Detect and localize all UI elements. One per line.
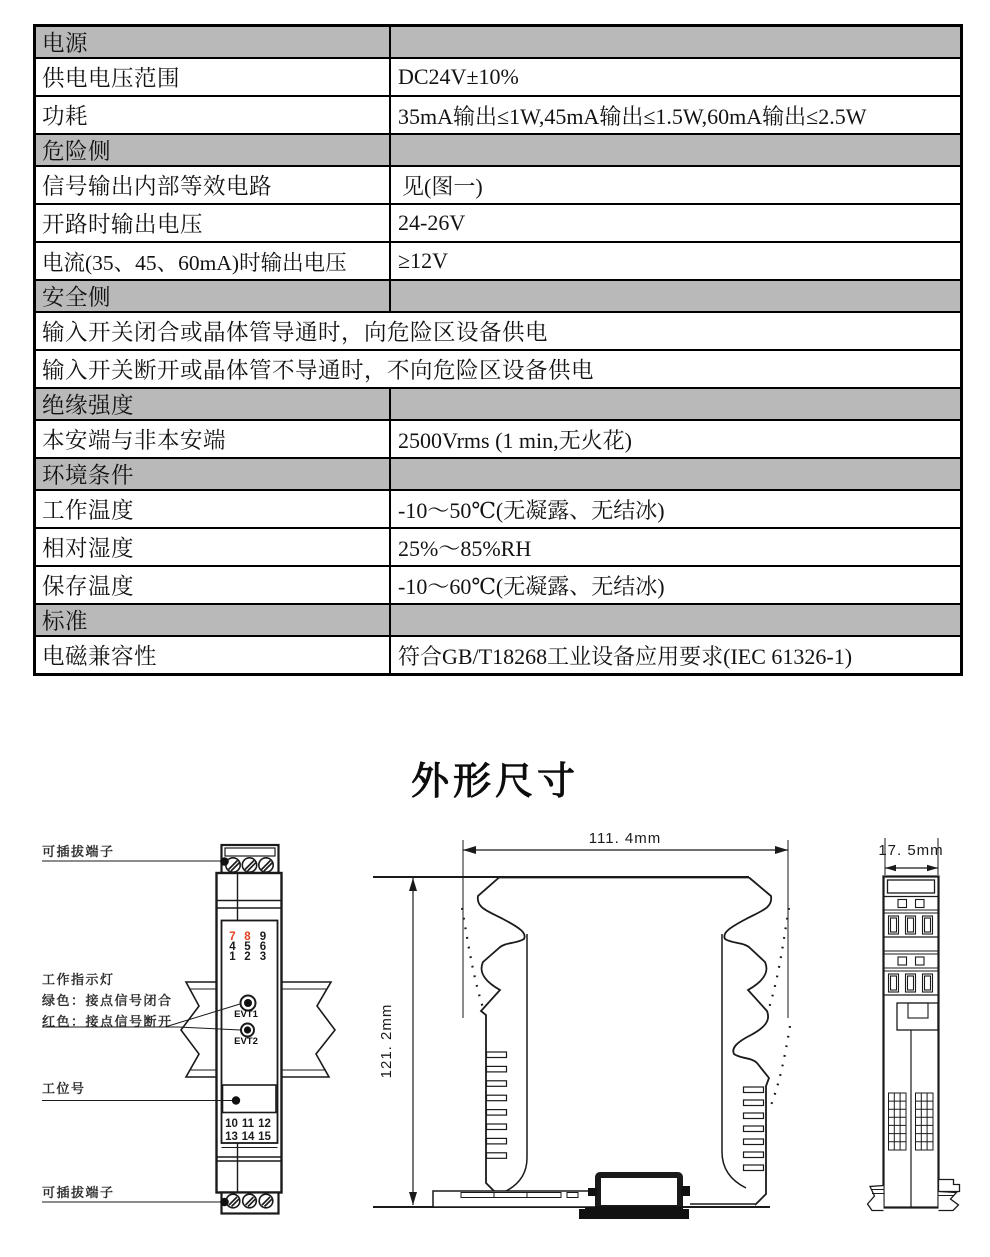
housing-profile [478,878,771,1206]
front-view [42,845,335,1214]
terminal-number: 11 [241,1118,255,1130]
row-value: DC24V±10% [398,64,519,89]
depth-dimension [878,838,943,875]
left-claw-profile [478,878,525,1197]
terminal-number: 8 [244,931,251,943]
row-value: 2500Vrms (1 min,无火花) [398,427,632,453]
row-label: 本安端与非本安端 [36,421,391,457]
terminal-numbers-bottom [225,1118,271,1143]
row-label: 保存温度 [36,567,391,603]
height-dimension [373,877,749,1205]
vent-slots-left [487,1052,507,1158]
row-label: 工作温度 [36,491,391,527]
row-value: 符合GB/T18268工业设备应用要求(IEC 61326-1) [398,643,853,669]
row-label: 相对湿度 [36,529,391,565]
label-pluggable-terminal-bottom: 可插拔端子 [42,1185,115,1200]
terminal-number: 5 [244,941,251,953]
row-label: 供电电压范围 [36,59,391,95]
din-clip [579,1175,690,1219]
row-value: -10～50℃(无凝露、无结冰) [398,497,665,523]
row-label: 电流(35、45、60mA)时输出电压 [36,243,391,279]
section-label: 电源 [36,27,391,57]
row-label: 开路时输出电压 [36,205,391,241]
height-dim-text: 121. 2mm [378,1003,395,1079]
section-label: 安全侧 [36,281,391,311]
row-value: 25%～85%RH [398,535,532,561]
terminal-number: 13 [225,1131,238,1143]
terminal-number: 4 [229,941,236,953]
row-value: 见(图一) [402,173,483,199]
row-value: -10～60℃(无凝露、无结冰) [398,573,665,599]
row-label: 信号输出内部等效电路 [36,167,391,203]
din-rail-right-wing [282,982,336,1077]
section-label: 标准 [36,605,391,635]
outline-dimensions-title: 外形尺寸 [410,761,579,803]
label-pluggable-terminal-top: 可插拔端子 [42,844,115,859]
right-claw-profile [724,878,771,1206]
leader-dot-station [232,1096,240,1104]
section-label: 环境条件 [36,459,391,489]
row-value: 35mA输出≤1W,45mA输出≤1.5W,60mA输出≤2.5W [398,103,867,129]
leader-dot-bottom-terminal [220,1198,229,1207]
row-label: 功耗 [36,97,391,133]
led-evt2-label: EVT2 [234,1036,258,1047]
arrowhead-top [409,878,417,891]
row-text: 输入开关断开或晶体管不导通时，不向危险区设备供电 [42,358,595,383]
row-value: 24-26V [398,210,466,235]
arrowhead-left [463,846,476,854]
arrowhead-left [885,865,896,871]
terminal-number: 7 [229,931,236,943]
vent-slots-right [744,1087,764,1171]
led-evt1-label: EVT1 [234,1009,258,1020]
break-line-dots [462,908,790,1108]
arrowhead-right [927,865,938,871]
terminal-numbers-top [229,931,266,963]
terminal-number: 12 [258,1118,271,1130]
label-station-number: 工位号 [42,1081,86,1096]
section-label: 危险侧 [36,135,391,165]
din-rail-left-wing [181,982,217,1077]
depth-dim-text: 17. 5mm [878,842,944,859]
terminal-number: 10 [225,1118,238,1130]
label-working-indicator: 工作指示灯 [42,972,115,987]
terminal-number: 1 [229,951,236,963]
row-text: 输入开关闭合或晶体管导通时，向危险区设备供电 [42,320,549,345]
arrowhead-right [775,846,788,854]
terminal-number: 9 [259,931,267,943]
din-clip-base-plate [579,1207,689,1220]
label-indicator-green: 绿色：接点信号闭合 [42,993,173,1008]
label-indicator-red: 红色：接点信号断开 [42,1014,173,1029]
section-label: 绝缘强度 [36,389,391,419]
arrowhead-bottom [409,1192,417,1205]
terminal-number: 14 [241,1131,255,1143]
end-view [868,838,960,1211]
terminal-number: 15 [258,1131,271,1143]
row-label: 电磁兼容性 [36,637,391,673]
side-view [373,830,790,1219]
terminal-number: 2 [244,951,251,963]
width-dim-text: 111. 4mm [588,830,662,847]
row-value: ≥12V [398,248,448,273]
terminal-number: 3 [259,951,267,963]
terminal-number: 6 [259,941,267,953]
leader-dot-top-terminal [220,857,229,866]
